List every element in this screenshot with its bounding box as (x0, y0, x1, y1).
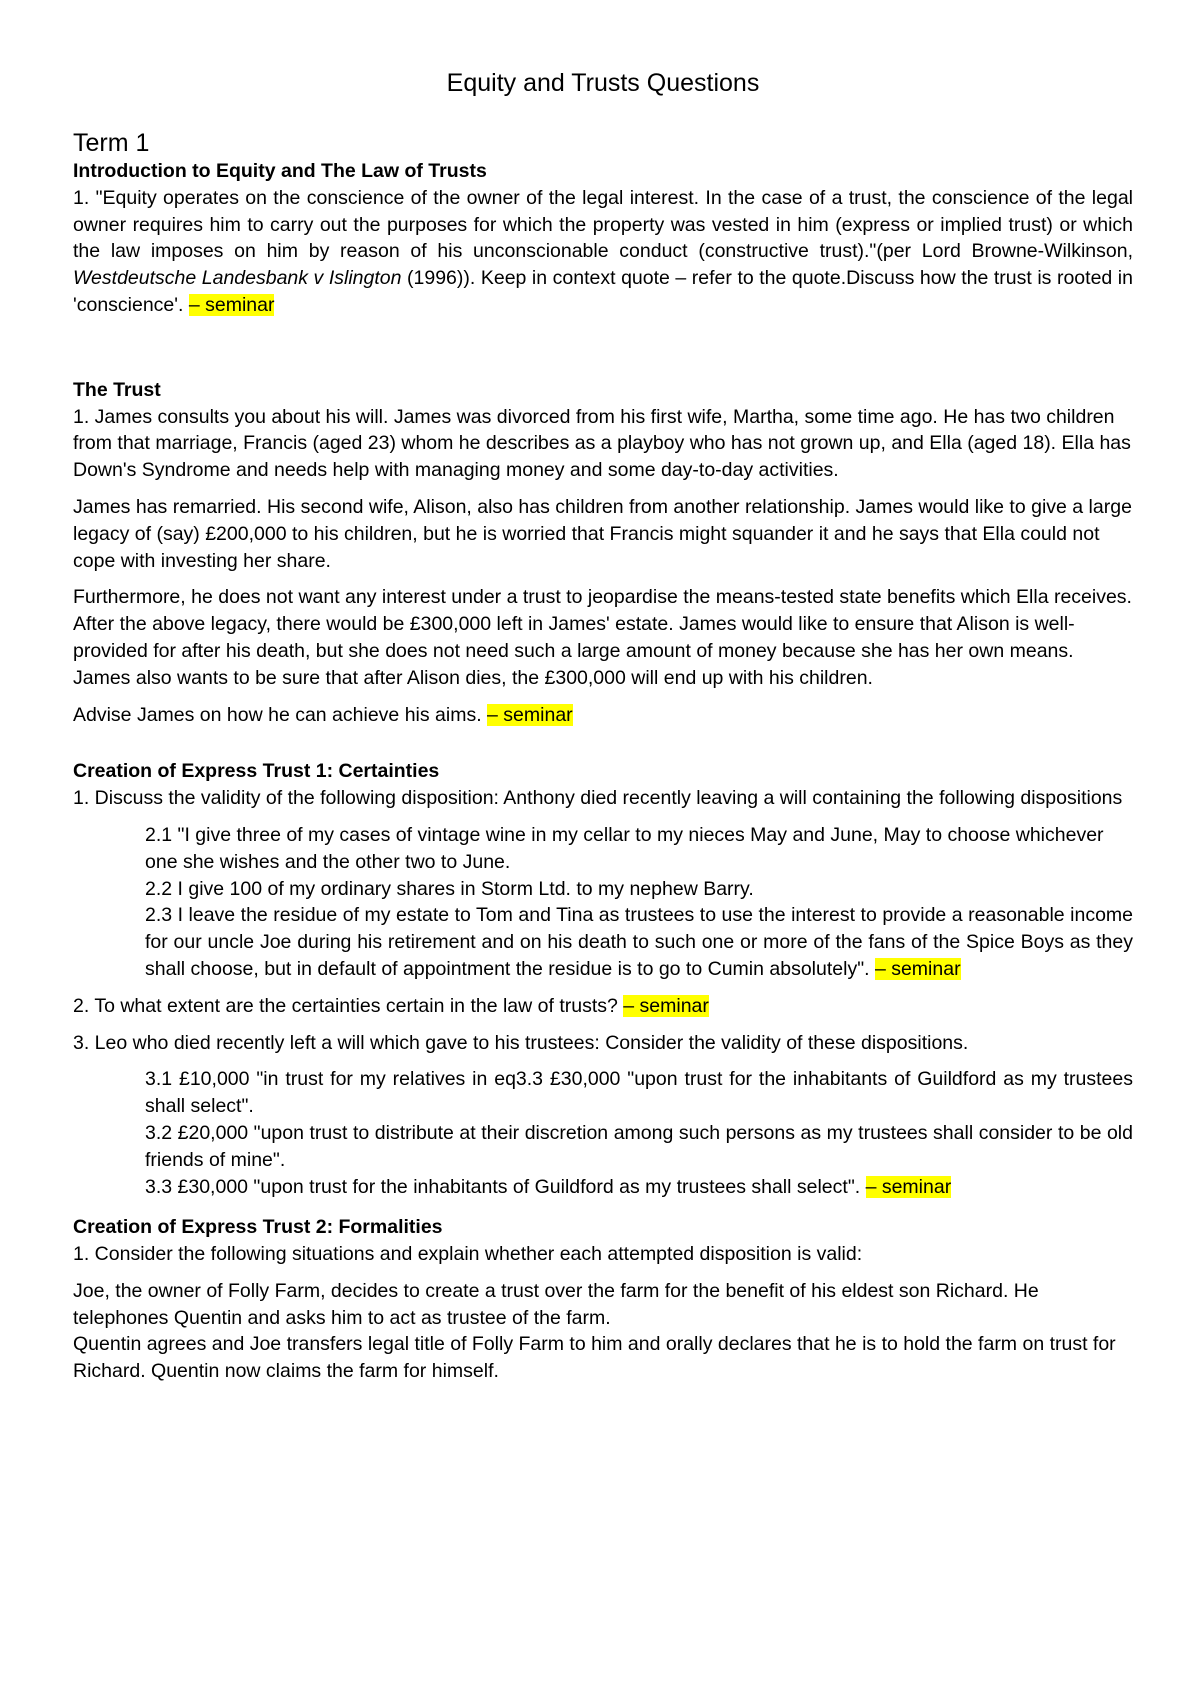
intro-q1-text-b: (1996)). Keep in context quote – refer to the quote.Discuss how the trust is rooted in 'conscience'. (73, 267, 1133, 316)
term-heading: Term 1 (73, 129, 150, 157)
item-2-3-text: 2.3 I leave the residue of my estate to Tom and Tina as trustees to use the interest to provide a reasonable income for our uncle Joe during his retirement and on his death to such one or more of the fans of the Spice Boys as they shall choose, but in default of appointment the residue is to go to Cumin absolutely". (145, 904, 1133, 980)
certainties-question-1: 1. Discuss the validity of the following disposition: Anthony died recently leaving a will containing the following dispositions (73, 787, 1123, 810)
document-page (73, 68, 1133, 1385)
seminar-tag: – seminar (623, 994, 709, 1017)
section-heading-formalities: Creation of Express Trust 2: Formalities (73, 1216, 443, 1239)
q2-text: 2. To what extent are the certainties certain in the law of trusts? (73, 994, 624, 1017)
trust-p4-text: Advise James on how he can achieve his aims. (73, 703, 488, 726)
intro-question-1 (73, 185, 1133, 319)
disposition-list-2 (145, 822, 1133, 983)
formalities-question-1: 1. Consider the following situations and explain whether each attempted disposition is valid: (73, 1243, 863, 1266)
case-citation: Westdeutsche Landesbank v Islington (73, 267, 402, 290)
disposition-item-2-2: 2.2 I give 100 of my ordinary shares in Storm Ltd. to my nephew Barry. (145, 877, 754, 900)
section-heading-the-trust: The Trust (73, 378, 161, 401)
certainties-question-2 (73, 993, 1133, 1020)
formalities-paragraph-2: Quentin agrees and Joe transfers legal title of Folly Farm to him and orally declares that he is to hold the farm on trust for Richard. Quentin now claims the farm for himself. (73, 1333, 1116, 1383)
disposition-item-3-1: 3.1 £10,000 "in trust for my relatives in eq3.3 £30,000 "upon trust for the inhabitants of Guildford as my trustees shall select". (145, 1068, 1133, 1118)
seminar-tag: – seminar (865, 1175, 952, 1198)
disposition-item-2-1: 2.1 "I give three of my cases of vintage wine in my cellar to my nieces May and June, May to choose whichever one she wishes and the other two to June. (145, 823, 1104, 873)
seminar-tag: – seminar (487, 703, 573, 726)
formalities-paragraph-1: Joe, the owner of Folly Farm, decides to create a trust over the farm for the benefit of his eldest son Richard. He telephones Quentin and asks him to act as trustee of the farm. (73, 1279, 1039, 1329)
seminar-tag: – seminar (874, 957, 961, 980)
item-3-3-text: 3.3 £30,000 "upon trust for the inhabitants of Guildford as my trustees shall select". (145, 1175, 866, 1198)
intro-q1-text-a: 1. "Equity operates on the conscience of the owner of the legal interest. In the case of a trust, the conscience of the legal owner requires him to carry out the purposes for which the property was vested in him (express or implied trust) or which the law imposes on him by reason of his unconscionable conduct (constructive trust)."(per Lord Browne-Wilkinson, (73, 186, 1133, 263)
trust-paragraph-3: Furthermore, he does not want any interest under a trust to jeopardise the means-tested state benefits which Ella receives. After the above legacy, there would be £300,000 left in James' estate. James would like to ensure that Alison is well-provided for after his death, but she does not need such a large amount of money because she has her own means. James also wants to be sure that after Alison dies, the £300,000 will end up with his children. (73, 586, 1132, 689)
seminar-tag: – seminar (188, 293, 275, 316)
disposition-list-3 (145, 1066, 1133, 1200)
trust-paragraph-2: James has remarried. His second wife, Alison, also has children from another relationship. James would like to give a large legacy of (say) £200,000 to his children, but he is worried that Francis might squander it and he says that Ella could not cope with investing her share. (73, 495, 1132, 572)
trust-paragraph-4 (73, 702, 1133, 729)
section-heading-certainties: Creation of Express Trust 1: Certainties (73, 760, 440, 783)
certainties-question-3: 3. Leo who died recently left a will which gave to his trustees: Consider the validity of these dispositions. (73, 1031, 969, 1054)
disposition-item-3-3 (145, 1174, 1133, 1201)
trust-paragraph-1: 1. James consults you about his will. James was divorced from his first wife, Martha, some time ago. He has two children from that marriage, Francis (aged 23) whom he describes as a playboy who has not grown up, and Ella (aged 18). Ella has Down's Syndrome and needs help with managing money and some day-to-day activities. (73, 405, 1131, 482)
disposition-item-2-3 (145, 902, 1133, 982)
document-title: Equity and Trusts Questions (446, 69, 760, 97)
disposition-item-3-2: 3.2 £20,000 "upon trust to distribute at their discretion among such persons as my trustees shall consider to be old friends of mine". (145, 1121, 1133, 1171)
section-heading-introduction: Introduction to Equity and The Law of Trusts (73, 160, 487, 182)
